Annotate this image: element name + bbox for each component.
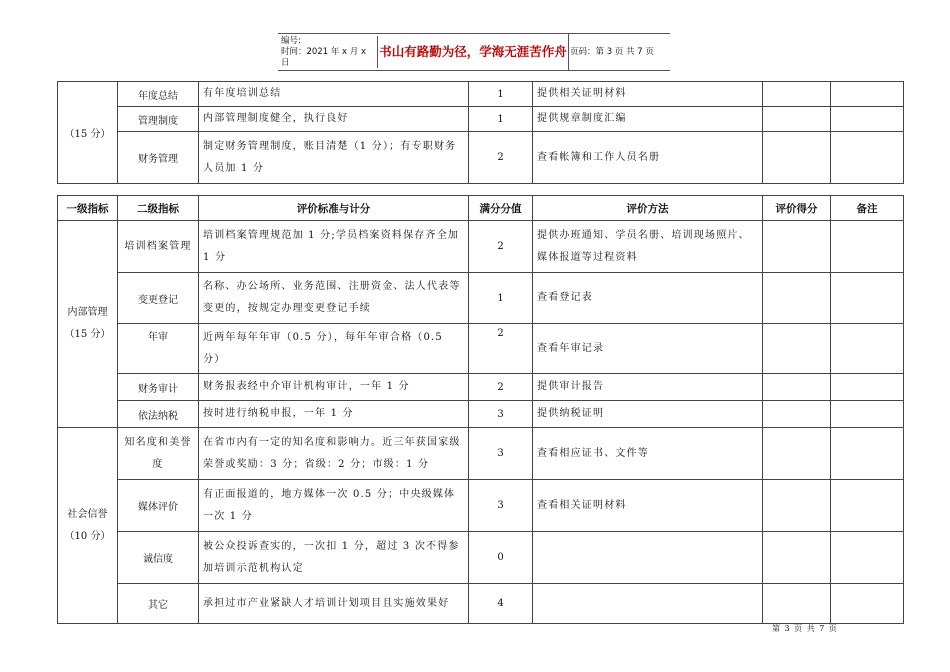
header-page-number: 页码：第 3 页 共 7 页 — [570, 47, 654, 57]
indicator-standard: 在省市内有一定的知名度和影响力。近三年获国家级荣誉或奖励：3 分；省级：2 分；市级：1 分 — [199, 428, 469, 480]
indicator-name: 知名度和美誉度 — [118, 428, 199, 480]
indicator-standard: 制定财务管理制度，账目清楚（1 分）；有专职财务人员加 1 分 — [199, 132, 469, 184]
remarks-cell — [831, 82, 904, 107]
indicator-method — [533, 584, 763, 624]
indicator-method: 查看相应证书、文件等 — [533, 428, 763, 480]
indicator-name: 媒体评价 — [118, 480, 199, 532]
header-criteria: 评价标准与计分 — [199, 196, 469, 221]
indicator-method: 提供相关证明材料 — [533, 82, 763, 107]
table-row — [58, 401, 904, 428]
evaluation-score-cell — [763, 221, 831, 273]
table-row — [58, 273, 904, 324]
table-row — [58, 221, 904, 273]
indicator-score: 3 — [469, 428, 533, 480]
table-row — [58, 82, 904, 107]
header-motto: 书山有路勤为径，学海无涯苦作舟 — [378, 34, 569, 70]
indicator-standard: 名称、办公场所、业务范围、注册资金、法人代表等变更的，按规定办理变更登记手续 — [199, 273, 469, 324]
evaluation-score-cell — [763, 273, 831, 324]
remarks-cell — [831, 480, 904, 532]
evaluation-score-cell — [763, 428, 831, 480]
header-evaluation-score: 评价得分 — [763, 196, 831, 221]
indicator-name: 年审 — [118, 324, 199, 374]
table-row — [58, 480, 904, 532]
indicator-standard: 被公众投诉查实的，一次扣 1 分，超过 3 次不得参加培训示范机构认定 — [199, 532, 469, 584]
indicator-name: 财务审计 — [118, 374, 199, 401]
indicator-name: 变更登记 — [118, 273, 199, 324]
page-header — [278, 33, 670, 71]
indicator-standard: 培训档案管理规范加 1 分;学员档案资料保存齐全加 1 分 — [199, 221, 469, 273]
evaluation-score-cell — [763, 82, 831, 107]
indicator-standard: 有正面报道的，地方媒体一次 0.5 分；中央级媒体一次 1 分 — [199, 480, 469, 532]
category-score: （15 分） — [58, 82, 118, 184]
indicator-score: 1 — [469, 82, 533, 107]
table-row — [58, 584, 904, 624]
table-row — [58, 428, 904, 480]
indicator-name: 管理制度 — [118, 107, 199, 132]
indicator-score: 2 — [469, 132, 533, 184]
remarks-cell — [831, 273, 904, 324]
indicator-method: 查看相关证明材料 — [533, 480, 763, 532]
indicator-score: 4 — [469, 584, 533, 624]
evaluation-score-cell — [763, 480, 831, 532]
remarks-cell — [831, 132, 904, 184]
table-row — [58, 374, 904, 401]
category-score: （10 分） — [64, 530, 111, 542]
evaluation-score-cell — [763, 324, 831, 374]
indicator-standard: 内部管理制度健全，执行良好 — [199, 107, 469, 132]
header-evaluation-method: 评价方法 — [533, 196, 763, 221]
indicator-name: 培训档案管理 — [118, 221, 199, 273]
indicator-score: 2 — [469, 374, 533, 401]
remarks-cell — [831, 221, 904, 273]
evaluation-score-cell — [763, 374, 831, 401]
indicator-score: 0 — [469, 532, 533, 584]
remarks-cell — [831, 401, 904, 428]
indicator-score: 3 — [469, 480, 533, 532]
page-footer: 第 3 页 共 7 页 — [772, 624, 838, 633]
category-internal-management — [58, 221, 118, 428]
table-row — [58, 532, 904, 584]
indicator-standard: 有年度培训总结 — [199, 82, 469, 107]
indicator-name: 诚信度 — [118, 532, 199, 584]
indicator-method: 查看登记表 — [533, 273, 763, 324]
category-score: （15 分） — [64, 329, 111, 340]
remarks-cell — [831, 374, 904, 401]
category-label: 内部管理 — [67, 307, 108, 318]
indicator-method: 查看帐簿和工作人员名册 — [533, 132, 763, 184]
indicator-score: 2 — [469, 324, 533, 374]
header-primary-indicator: 一级指标 — [58, 196, 118, 221]
table-row — [58, 107, 904, 132]
indicator-method: 查看年审记录 — [533, 324, 763, 374]
document-number-label: 编号: — [281, 36, 301, 46]
indicator-method: 提供审计报告 — [533, 374, 763, 401]
remarks-cell — [831, 584, 904, 624]
evaluation-score-cell — [763, 132, 831, 184]
remarks-cell — [831, 428, 904, 480]
table-row — [58, 324, 904, 374]
indicator-score: 1 — [469, 273, 533, 324]
category-social-reputation — [58, 428, 118, 624]
evaluation-score-cell — [763, 584, 831, 624]
evaluation-table — [57, 195, 904, 624]
category-label: 社会信誉 — [67, 508, 108, 520]
table-header-row — [58, 196, 904, 221]
evaluation-score-cell — [763, 532, 831, 584]
indicator-method: 提供办班通知、学员名册、培训现场照片、媒体报道等过程资料 — [533, 221, 763, 273]
indicator-name: 其它 — [118, 584, 199, 624]
indicator-score: 2 — [469, 221, 533, 273]
evaluation-table-continued — [57, 81, 904, 184]
indicator-method — [533, 532, 763, 584]
indicator-standard: 近两年每年年审（0.5 分），每年年审合格（0.5 分） — [199, 324, 469, 374]
table-row — [58, 132, 904, 184]
remarks-cell — [831, 324, 904, 374]
header-secondary-indicator: 二级指标 — [118, 196, 199, 221]
indicator-name: 财务管理 — [118, 132, 199, 184]
indicator-name: 依法纳税 — [118, 401, 199, 428]
indicator-standard: 财务报表经中介审计机构审计，一年 1 分 — [199, 374, 469, 401]
indicator-score: 3 — [469, 401, 533, 428]
remarks-cell — [831, 107, 904, 132]
indicator-method: 提供纳税证明 — [533, 401, 763, 428]
header-full-score: 满分分值 — [469, 196, 533, 221]
indicator-score: 1 — [469, 107, 533, 132]
indicator-method: 提供规章制度汇编 — [533, 107, 763, 132]
indicator-name: 年度总结 — [118, 82, 199, 107]
indicator-standard: 承担过市产业紧缺人才培训计划项目且实施效果好 — [199, 584, 469, 624]
header-meta — [281, 36, 378, 68]
evaluation-score-cell — [763, 107, 831, 132]
indicator-standard: 按时进行纳税申报，一年 1 分 — [199, 401, 469, 428]
remarks-cell — [831, 532, 904, 584]
header-remarks: 备注 — [831, 196, 904, 221]
document-time-label: 时间：2021 年 x 月 x 日 — [281, 47, 367, 68]
evaluation-score-cell — [763, 401, 831, 428]
